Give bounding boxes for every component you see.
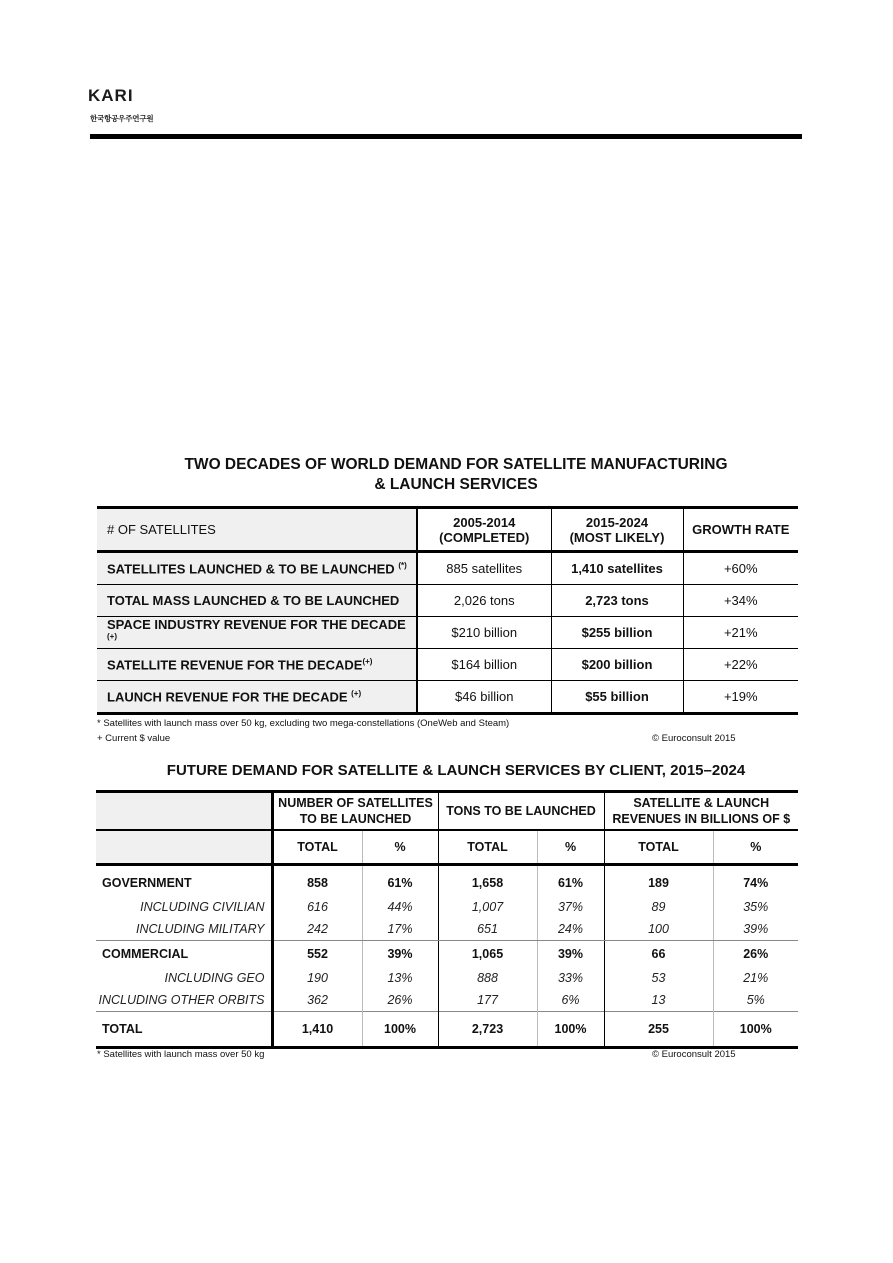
value-most-likely: 1,410 satellites bbox=[551, 552, 683, 585]
cell: 44% bbox=[362, 896, 438, 918]
cell: 26% bbox=[362, 989, 438, 1012]
cell: 888 bbox=[438, 967, 537, 989]
value-most-likely: $200 billion bbox=[551, 649, 683, 681]
cell: 74% bbox=[713, 865, 798, 897]
table1-title-line2: & LAUNCH SERVICES bbox=[374, 476, 538, 493]
row-label: INCLUDING OTHER ORBITS bbox=[96, 989, 272, 1012]
value-growth: +21% bbox=[683, 617, 798, 649]
sub-pct: % bbox=[713, 830, 798, 865]
cell: 35% bbox=[713, 896, 798, 918]
cell: 13 bbox=[604, 989, 713, 1012]
blank-corner bbox=[96, 792, 272, 831]
row-label: COMMERCIAL bbox=[96, 941, 272, 968]
value-completed: $210 billion bbox=[417, 617, 551, 649]
cell: 651 bbox=[438, 918, 537, 941]
row-label: GOVERNMENT bbox=[96, 865, 272, 897]
sub-total: TOTAL bbox=[272, 830, 362, 865]
cell: 66 bbox=[604, 941, 713, 968]
table1-title bbox=[96, 455, 816, 495]
table-row bbox=[97, 617, 798, 649]
table1-header-row bbox=[97, 508, 798, 552]
logo-wordmark: KARI bbox=[88, 86, 134, 105]
cell: 858 bbox=[307, 876, 328, 890]
cell: 61% bbox=[537, 865, 604, 897]
cell: 1,065 bbox=[438, 941, 537, 968]
header-label: # OF SATELLITES bbox=[97, 508, 417, 552]
cell: 616 bbox=[307, 900, 328, 914]
value-most-likely: $55 billion bbox=[551, 681, 683, 714]
table-row-military bbox=[96, 918, 798, 941]
cell: 1,410 bbox=[272, 1012, 362, 1048]
table-row bbox=[97, 681, 798, 714]
cell: 190 bbox=[307, 971, 328, 985]
table2-copyright: © Euroconsult 2015 bbox=[652, 1049, 736, 1060]
group-number-of-satellites: NUMBER OF SATELLITES TO BE LAUNCHED bbox=[272, 792, 438, 831]
value-most-likely: $255 billion bbox=[551, 617, 683, 649]
table-row bbox=[97, 649, 798, 681]
cell: 21% bbox=[713, 967, 798, 989]
value-completed: 2,026 tons bbox=[417, 585, 551, 617]
table-row-government bbox=[96, 865, 798, 897]
kari-logo bbox=[88, 86, 178, 128]
table2-title: FUTURE DEMAND FOR SATELLITE & LAUNCH SERVICES BY CLIENT, 2015–2024 bbox=[166, 762, 746, 779]
cell: 177 bbox=[438, 989, 537, 1012]
cell: 33% bbox=[537, 967, 604, 989]
blank-corner bbox=[96, 830, 272, 865]
header-2015-2024: 2015-2024 (MOST LIKELY) bbox=[551, 508, 683, 552]
cell: 24% bbox=[537, 918, 604, 941]
cell: 39% bbox=[537, 941, 604, 968]
table-row-commercial bbox=[96, 941, 798, 968]
cell: 17% bbox=[362, 918, 438, 941]
row-label: INCLUDING MILITARY bbox=[96, 918, 272, 941]
cell: 61% bbox=[362, 865, 438, 897]
sub-pct: % bbox=[537, 830, 604, 865]
table1-footnote-mass: * Satellites with launch mass over 50 kg, excluding two mega-constellations (OneWeb and Steam) bbox=[97, 718, 510, 729]
world-demand-table bbox=[97, 506, 798, 715]
row-label: INCLUDING GEO bbox=[96, 967, 272, 989]
table-row-other-orbits bbox=[96, 989, 798, 1012]
value-completed: $46 billion bbox=[417, 681, 551, 714]
value-growth: +60% bbox=[683, 552, 798, 585]
row-label: SATELLITE REVENUE FOR THE DECADE(+) bbox=[97, 649, 417, 681]
value-growth: +19% bbox=[683, 681, 798, 714]
cell: 5% bbox=[713, 989, 798, 1012]
cell: 13% bbox=[362, 967, 438, 989]
cell: 37% bbox=[537, 896, 604, 918]
cell: 53 bbox=[604, 967, 713, 989]
header-growth-rate: GROWTH RATE bbox=[683, 508, 798, 552]
value-most-likely: 2,723 tons bbox=[551, 585, 683, 617]
cell: 26% bbox=[713, 941, 798, 968]
cell: 6% bbox=[537, 989, 604, 1012]
cell: 242 bbox=[272, 918, 362, 941]
cell: 39% bbox=[713, 918, 798, 941]
row-label: INCLUDING CIVILIAN bbox=[96, 896, 272, 918]
table1-footnote-currency: + Current $ value bbox=[97, 733, 171, 744]
cell: 552 bbox=[307, 947, 328, 961]
table1-title-line1: TWO DECADES OF WORLD DEMAND FOR SATELLITE MANUFACTURING bbox=[184, 456, 728, 473]
cell: 100% bbox=[713, 1012, 798, 1048]
row-label: LAUNCH REVENUE FOR THE DECADE (+) bbox=[97, 681, 417, 714]
cell: 89 bbox=[604, 896, 713, 918]
sub-pct: % bbox=[362, 830, 438, 865]
row-label: TOTAL bbox=[96, 1012, 272, 1048]
demand-by-client-table bbox=[96, 790, 798, 1049]
table-row-civilian bbox=[96, 896, 798, 918]
row-label: TOTAL MASS LAUNCHED & TO BE LAUNCHED bbox=[97, 585, 417, 617]
group-revenues: SATELLITE & LAUNCH REVENUES IN BILLIONS OF $ bbox=[604, 792, 798, 831]
logo-korean-name: 한국항공우주연구원 bbox=[90, 114, 154, 123]
table-row-geo bbox=[96, 967, 798, 989]
cell: 255 bbox=[604, 1012, 713, 1048]
row-label: SPACE INDUSTRY REVENUE FOR THE DECADE (+) bbox=[97, 617, 417, 649]
cell: 1,007 bbox=[438, 896, 537, 918]
value-completed: 885 satellites bbox=[417, 552, 551, 585]
cell: 2,723 bbox=[438, 1012, 537, 1048]
sub-total: TOTAL bbox=[604, 830, 713, 865]
cell: 100% bbox=[362, 1012, 438, 1048]
cell: 189 bbox=[604, 865, 713, 897]
cell: 39% bbox=[362, 941, 438, 968]
cell: 100 bbox=[604, 918, 713, 941]
cell: 1,658 bbox=[438, 865, 537, 897]
table2-group-header-row bbox=[96, 792, 798, 831]
value-growth: +34% bbox=[683, 585, 798, 617]
value-growth: +22% bbox=[683, 649, 798, 681]
group-tons-launched: TONS TO BE LAUNCHED bbox=[438, 792, 604, 831]
row-label: SATELLITES LAUNCHED & TO BE LAUNCHED (*) bbox=[97, 552, 417, 585]
table-row bbox=[97, 585, 798, 617]
header-rule bbox=[90, 134, 802, 139]
table2-footnote: * Satellites with launch mass over 50 kg bbox=[97, 1049, 265, 1060]
value-completed: $164 billion bbox=[417, 649, 551, 681]
table-row-total bbox=[96, 1012, 798, 1048]
table-row bbox=[97, 552, 798, 585]
sub-total: TOTAL bbox=[438, 830, 537, 865]
cell: 100% bbox=[537, 1012, 604, 1048]
table1-copyright: © Euroconsult 2015 bbox=[652, 733, 736, 744]
cell: 362 bbox=[307, 993, 328, 1007]
table2-sub-header-row bbox=[96, 830, 798, 865]
header-2005-2014: 2005-2014 (COMPLETED) bbox=[417, 508, 551, 552]
